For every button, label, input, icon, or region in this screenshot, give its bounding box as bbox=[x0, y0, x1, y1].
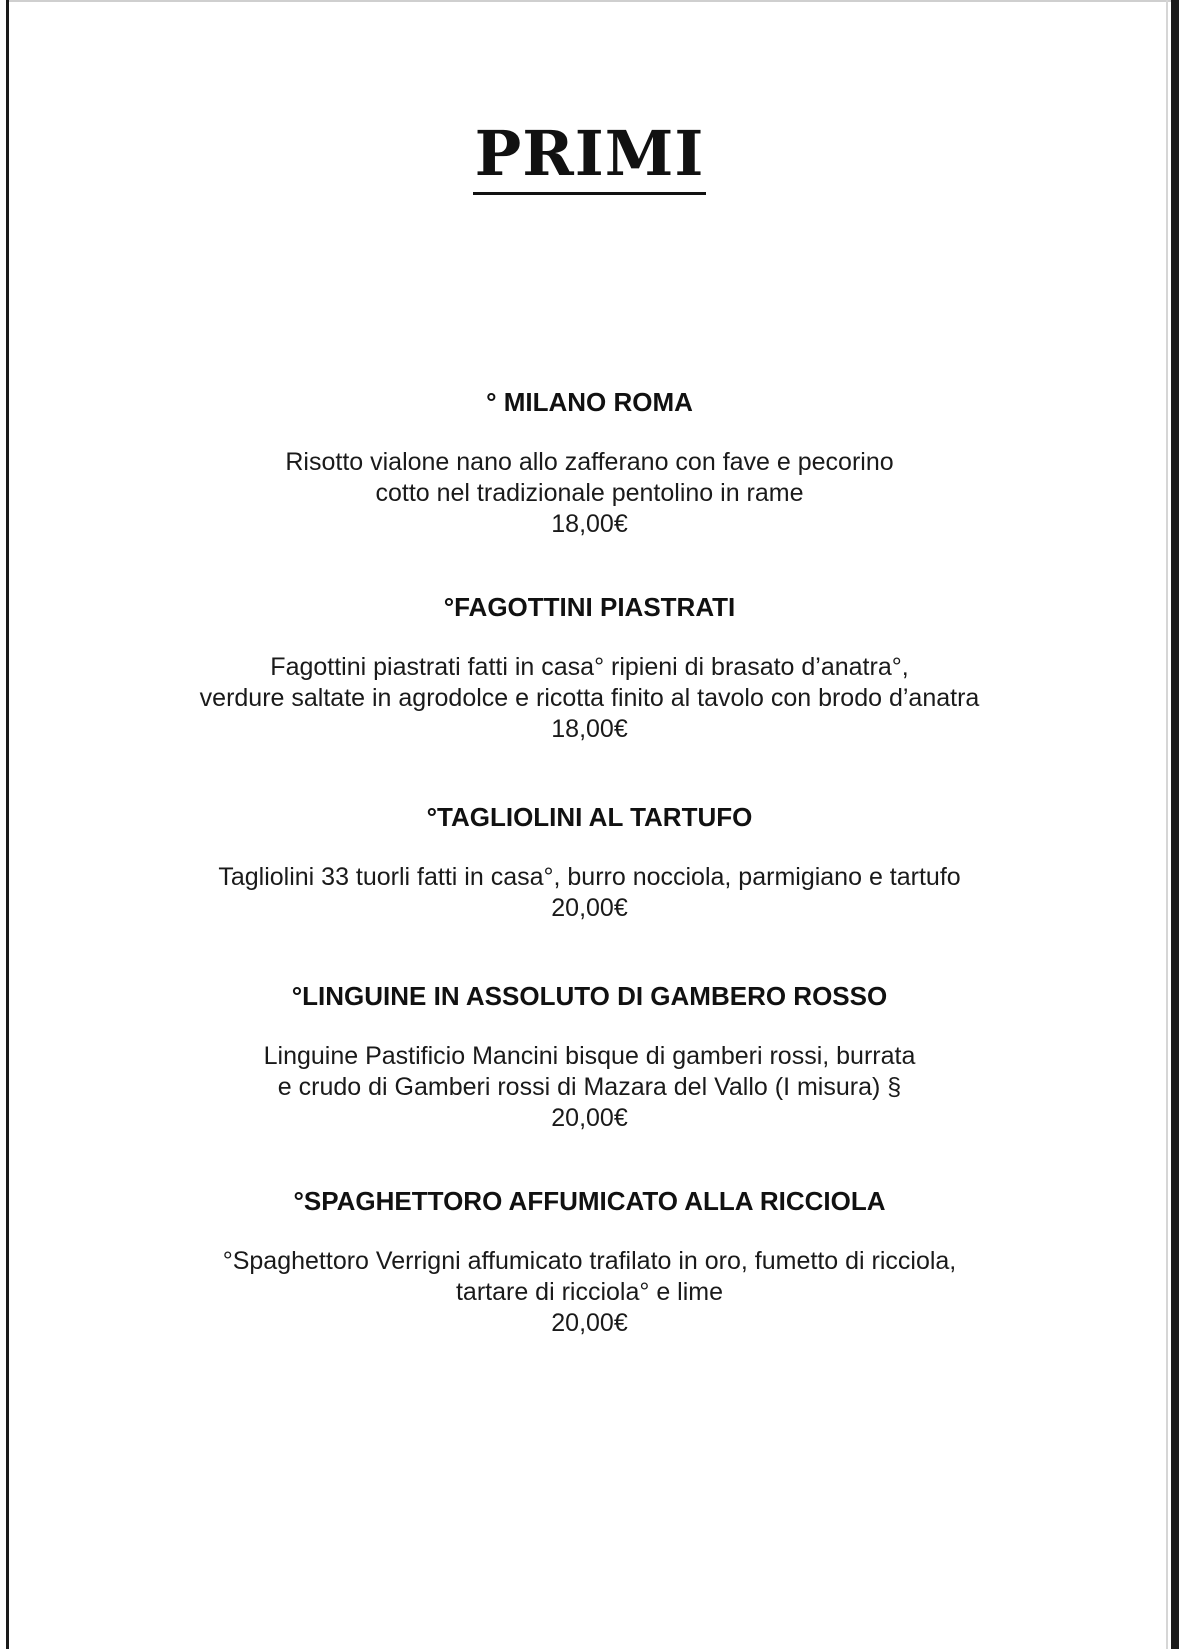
menu-item-price: 18,00€ bbox=[551, 510, 628, 538]
menu-item-name: ° MILANO ROMA bbox=[486, 387, 693, 417]
menu-item-description: tartare di ricciola° e lime bbox=[455, 1278, 724, 1306]
menu-item-description: Tagliolini 33 tuorli fatti in casa°, burro nocciola, parmigiano e tartufo bbox=[218, 863, 961, 891]
menu-list bbox=[0, 385, 1179, 1374]
page-title: PRIMI bbox=[473, 118, 707, 195]
menu-item-description: verdure saltate in agrodolce e ricotta finito al tavolo con brodo d’anatra bbox=[199, 684, 980, 712]
menu-item bbox=[0, 979, 1179, 1134]
menu-item-description: Linguine Pastificio Mancini bisque di gamberi rossi, burrata bbox=[263, 1042, 916, 1070]
menu-item bbox=[0, 800, 1179, 924]
menu-item-price: 18,00€ bbox=[551, 715, 628, 743]
menu-item bbox=[0, 590, 1179, 745]
menu-item-description: °Spaghettoro Verrigni affumicato trafilato in oro, fumetto di ricciola, bbox=[222, 1247, 957, 1275]
menu-item bbox=[0, 385, 1179, 540]
menu-item-description: cotto nel tradizionale pentolino in rame bbox=[375, 479, 804, 507]
menu-item-description: Fagottini piastrati fatti in casa° ripieni di brasato d’anatra°, bbox=[270, 653, 909, 681]
menu-item-price: 20,00€ bbox=[551, 1104, 628, 1132]
menu-item-description: e crudo di Gamberi rossi di Mazara del Vallo (I misura) § bbox=[277, 1073, 902, 1101]
menu-item-price: 20,00€ bbox=[551, 894, 628, 922]
menu-item-name: °SPAGHETTORO AFFUMICATO ALLA RICCIOLA bbox=[293, 1186, 886, 1216]
menu-item-name: °LINGUINE IN ASSOLUTO DI GAMBERO ROSSO bbox=[291, 981, 888, 1011]
page-title-container bbox=[0, 118, 1179, 195]
menu-item-price: 20,00€ bbox=[551, 1309, 628, 1337]
menu-item-name: °FAGOTTINI PIASTRATI bbox=[443, 592, 736, 622]
menu-item-description: Risotto vialone nano allo zafferano con fave e pecorino bbox=[285, 448, 894, 476]
menu-item-name: °TAGLIOLINI AL TARTUFO bbox=[426, 802, 753, 832]
page-border-top bbox=[6, 0, 1174, 2]
menu-item bbox=[0, 1184, 1179, 1339]
